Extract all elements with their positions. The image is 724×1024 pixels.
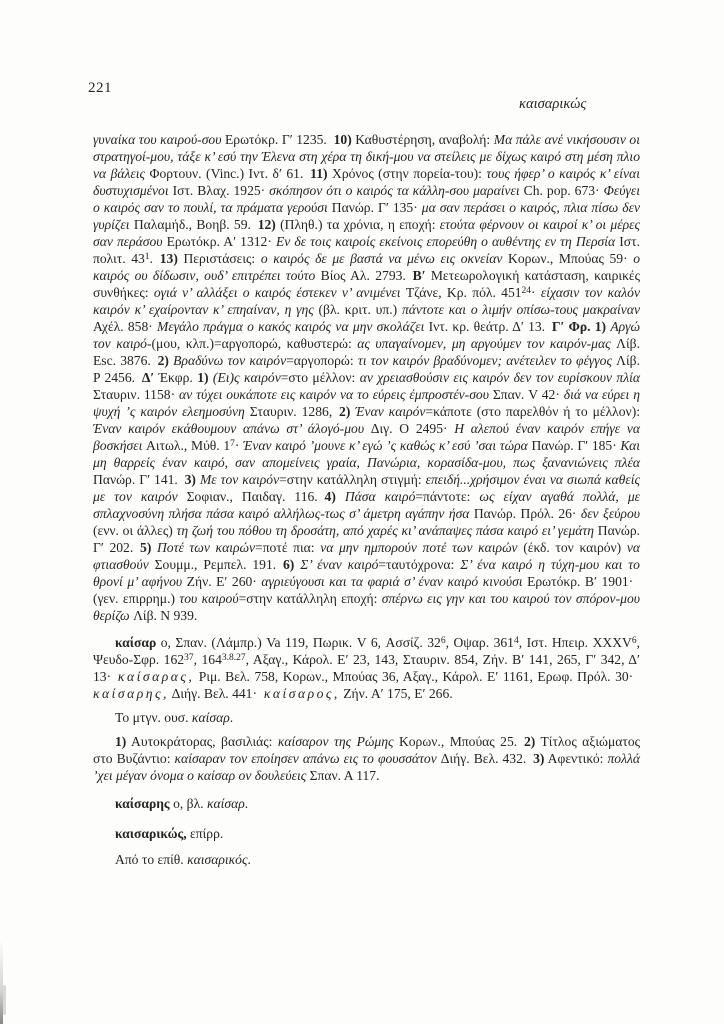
text-run: Έναν καιρό ’μουνε κ’ εγώ ’ς καθώς κ’ εσύ ’σαι τώρα (243, 438, 532, 453)
kaisarikos-etymology (93, 851, 640, 868)
text-run: Γ′ Φρ. 1) (551, 319, 607, 334)
text-run: , Ιστ. Ηπειρ. XXXV (518, 635, 632, 650)
text-run: (Ει)ς καιρόν (212, 370, 281, 385)
text-run: =ταυτόχρονα: (378, 557, 461, 572)
text-run: Έναν καιρόν (355, 404, 426, 419)
text-run: καίσαραν τον εποίησεν απάνω εις το φουσσάτον (174, 751, 441, 766)
text-run: πάντοτε και ο λιμήν οπίσω-τους μακραίναν (401, 302, 640, 317)
text-run: να φτιασθούν (93, 540, 640, 572)
text-run: Ποτέ των καιρών (156, 540, 256, 555)
text-run: . (247, 852, 251, 867)
text-run: Μετεωρολογική κατάσταση, καιρικές συνθήκες: (93, 268, 641, 300)
text-run: Ιστ. πολιτ. 43 (93, 234, 640, 266)
text-run: ογιά ν’ αλλάξει ο καιρός έστεκεν ν’ ανιμένει (153, 285, 406, 300)
text-run: 2) (523, 734, 536, 749)
text-run: 13) (159, 251, 178, 266)
text-run: Πανώρ. Πρόλ. 26· (473, 506, 581, 521)
text-run: 3) (184, 472, 196, 487)
text-run: αν τύχει ουκάποτε εις καιρόν να το εύρεις έμπροστέν-σου (179, 387, 493, 402)
text-run: Πάσα καιρό (344, 489, 416, 504)
text-run: 7 (230, 439, 235, 449)
text-run: σπέρνω εις γην και του καιρού τον σπόρον-μου θερίζω (93, 591, 640, 623)
text-run: 4) (324, 489, 336, 504)
text-run: 5) (140, 540, 152, 555)
text-run: Πανώρ. Γ′ 135· (331, 200, 422, 215)
text-run: Πανώρ. Γ′ 141. (93, 472, 185, 487)
text-run: καίσαρος, (263, 686, 340, 701)
text-run: 11) (310, 166, 328, 181)
scan-artifact (3, 985, 6, 1015)
text-run: Σοφιαν., Παιδαγ. 116. (186, 489, 325, 504)
text-run: Λίβ. N 939. (133, 608, 198, 623)
text-run: , Αξαγ., Κάρολ. Ε′ 23, 143, Σταυριν. 854, Ζήν. Β′ 141, 265, Γ′ 342, Δ′ 13· (93, 652, 640, 684)
text-run: επίρρ. (186, 826, 224, 841)
text-run: Από το επίθ. (115, 852, 188, 867)
text-run: =αργοπορώ: (286, 353, 358, 368)
text-run: Λίβ. Esc. 3876. (93, 336, 641, 368)
text-run: (μου, κλπ.)=αργοπορώ, καθυστερώ: (151, 336, 358, 351)
text-run: Καθυστέρηση, αναβολή: (351, 132, 494, 147)
entry-kaisar (93, 634, 640, 702)
text-run: · (234, 438, 244, 453)
text-run (336, 489, 345, 504)
text-run: Ερωτόκρ. Α′ 1312· (166, 234, 276, 249)
text-run: =στο μέλλον: (280, 370, 360, 385)
text-run: καίσαρης, (93, 686, 169, 701)
text-run: επειδή...χρήσιμον έναι να σιωπά καθείς με τον καιρόν (93, 472, 640, 504)
text-run: διά να εύρει η ψυχή ’ς καιρόν ελεημοσύνη (93, 387, 640, 419)
text-run: καίσαρης (115, 796, 170, 811)
text-run: Σπαν. Α 117. (309, 768, 380, 783)
text-run: να μην ημπορούν ποτέ των καιρών (320, 540, 524, 555)
text-run: Ch. pop. 673· (523, 183, 604, 198)
text-run: Η αλεπού έναν καιρόν επήγε να βοσκήσει (93, 421, 640, 453)
text-run: αν χρειασθούσιν εις καιρόν δεν τον ευρίσκουν πλία (359, 370, 641, 385)
text-run: τη ζωή του πόθου τη δροσάτη, από χαρές κι’ ανάπαψες πάσα καιρό ει’ γεμάτη (176, 523, 598, 538)
text-run: ο, Σπαν. (Λάμπρ.) Va 119, Πωρικ. V 6, Ασσίζ. 32 (156, 635, 441, 650)
text-run: ο καιρός δε με βαστά να μένω εις οκνείαν (260, 251, 509, 266)
text-run: 1) (197, 370, 209, 385)
text-run: Σπαν. V 42· (492, 387, 564, 402)
text-run: Λίβ. P 2456. (93, 353, 640, 385)
text-run: 1) (115, 734, 127, 749)
dictionary-text-block (93, 131, 640, 868)
text-run: Τίτλος αξιώματος στο Βυζάντιο: (93, 734, 641, 766)
text-run: ως είχαν αγαθά πολλά, με σπλαχνοσύνη πλήσα πάσα καιρό αλλήλως-τως σ’ άμετρη αγάπην ήσα (93, 489, 640, 521)
text-run: Αυτοκράτορας, βασιλιάς: (126, 734, 278, 749)
text-run: 3.8.27 (221, 653, 246, 663)
text-run: δεν ξεύρου (580, 506, 640, 521)
text-run: Και μη θαρρείς έναν καιρό, σαν απομείνεις γραία, Πανώρια, κορασίδα-μου, πως ξανανιώνεις πλέα (93, 438, 640, 470)
text-run: Μεγάλο πράγμα ο κακός καιρός να μην σκολάζει (157, 319, 429, 334)
text-run: τους ήφερ’ ο καιρός κ’ είναι δυστυχισμένοι (93, 166, 640, 198)
text-run: (Πληθ.) τα χρόνια, η εποχή: (275, 217, 440, 232)
text-run: · (531, 285, 541, 300)
text-run: πολλά ’χει μέγαν όνομα ο καίσαρ ον δουλεύεις (93, 751, 640, 783)
text-run: Διήγ. Βελ. 441· (168, 686, 264, 701)
text-run: =στην κατάλληλη στιγμή: (279, 472, 426, 487)
text-run: Με τον καιρόν (199, 472, 280, 487)
text-run: Περιστάσεις: (177, 251, 261, 266)
text-run: γυναίκα του καιρού-σου (93, 132, 225, 147)
text-run: Σταυριν. 1286, (249, 404, 340, 419)
text-run: 10) (333, 132, 352, 147)
text-run: Εν δε τοις καιροίς εκείνοις επορεύθη ο αυθέντης εν τη Περσία (275, 234, 620, 249)
text-run: Βραδύνω τον καιρόν (173, 353, 287, 368)
text-run: (βλ. κριτ. υπ.) (318, 302, 402, 317)
text-run: Μα πάλε ανέ νικήσουσιν οι στρατηγοί-μου, τάξε κ’ εσύ την Έλενα στη χέρα τη δική-μου να στείλεις με δίχως καιρό στη μέση πλιο να βάλεις (93, 132, 640, 181)
entry-kaisaris (93, 795, 640, 812)
text-run: Αχέλ. 858· (93, 319, 158, 334)
text-run: Σουμμ., Ρεμπελ. 191. (154, 557, 283, 572)
page-number: 221 (88, 80, 112, 96)
text-run: καίσαρ (206, 796, 245, 811)
text-run: 3) (533, 751, 545, 766)
text-run: Ζήν. Α′ 175, Ε′ 266. (339, 686, 453, 701)
text-run: καισαρικώς, (115, 826, 187, 841)
text-run: Κορων., Μπούας 25. (398, 734, 524, 749)
text-run: Έκφρ. (154, 370, 198, 385)
text-run: Δ′ (141, 370, 155, 385)
text-run: Πανώρ. Γ′ 202. (93, 523, 640, 555)
text-run: 6) (282, 557, 295, 572)
text-run: (ενν. οι άλλες) (93, 523, 177, 538)
text-run: Φορτουν. (Vinc.) Ιντ. δ′ 61. (149, 166, 311, 181)
text-run: σκόπησον ότι ο καιρός τα κάλλη-σου μαραίνει (269, 183, 524, 198)
text-run: Διήγ. Βελ. 432. (440, 751, 534, 766)
text-run: 2) (339, 404, 351, 419)
entry-kaisarikos-adverb (93, 825, 640, 842)
text-run: =ποτέ πια: (255, 540, 321, 555)
text-run: Ριμ. Βελ. 758, Κορων., Μπούας 36, Αξαγ., Κάρολ. Ε′ 1161, Ερωφ. Πρόλ. 30· (194, 669, 640, 684)
running-head: καισαρικώς (519, 96, 587, 112)
text-run: Β′ (412, 268, 426, 283)
text-run: Ιστ. Βλαχ. 1925· (172, 183, 270, 198)
text-run: Ερωτόκρ. Β′ 1901· (γεν. επιρρημ.) (93, 574, 640, 606)
kaisar-etymology (93, 709, 640, 726)
text-run: 2) (157, 353, 169, 368)
text-run: Κορων., Μπούας 59· (508, 251, 634, 266)
text-run: Ερωτόκρ. Γ′ 1235. (225, 132, 334, 147)
text-run: Ιντ. κρ. θεάτρ. Δ′ 13. (428, 319, 552, 334)
text-run: Φεύγει ο καιρός σαν το πουλί, τα πράματα γερούσι (93, 183, 640, 215)
text-run: καίσαρ (115, 635, 157, 650)
text-run: Αιτωλ., Μύθ. 1 (146, 438, 231, 453)
text-run: =στην κατάλληλη εποχή: (238, 591, 382, 606)
text-run: του καιρού (179, 591, 239, 606)
text-run: 37 (184, 653, 194, 663)
text-run: Αφεντικό: (544, 751, 608, 766)
text-run: Παλαμήδ., Βοηβ. 59. (133, 217, 258, 232)
text-run: Ζήν. Ε′ 260· (186, 574, 262, 589)
text-run: ο, βλ. (169, 796, 207, 811)
text-run: 6 (440, 636, 446, 646)
text-run: 24 (521, 286, 532, 296)
text-run: αγριεύγουσι και τα φαριά σ’ έναν καιρό κινούσι (261, 574, 528, 589)
text-run: Αργώ τον καιρό- (93, 319, 640, 351)
text-run: Σταυριν. 1158· (93, 387, 180, 402)
text-run: καίσαρ (191, 710, 230, 725)
text-run: καίσαρον της Ρώμης (277, 734, 399, 749)
text-run: (έκδ. τον καιρόν) (523, 540, 627, 555)
text-run: . (229, 710, 234, 725)
text-run: Τζάνε, Κρ. πόλ. 451 (405, 285, 522, 300)
text-run: , Οψαρ. 361 (445, 635, 514, 650)
text-run: 4 (513, 636, 519, 646)
text-run: , 164 (193, 652, 222, 667)
text-run: Το μτγν. ουσ. (115, 710, 192, 725)
text-run: είχασιν τον καλόν καιρόν κ’ εχαίρονταν κ’ επηαίναν, η γης (93, 285, 640, 317)
text-run: . (244, 796, 249, 811)
text-run: . (149, 251, 160, 266)
text-run: ετούτα φέρνουν οι καιροί κ’ οι μέρες σαν περάσου (93, 217, 641, 249)
text-run: 1 (144, 252, 150, 262)
text-run: =πάντοτε: (415, 489, 480, 504)
kaisar-senses (93, 733, 640, 784)
text-run: μα σαν περάσει ο καιρός, πλια πίσω δεν γυρίζει (93, 200, 640, 232)
text-run: τι τον καιρόν βραδύνομεν; ανέτειλεν το φέγγος (357, 353, 617, 368)
text-run: , Ψευδο-Σφρ. 162 (93, 635, 640, 667)
text-run: Σ’ έναν καιρό (300, 557, 379, 572)
text-run: καίσαρας, (117, 669, 195, 684)
text-run: Χρόνος (στην πορεία-του): (327, 166, 487, 181)
text-run: 6 (631, 636, 637, 646)
text-run: Πανώρ. Γ′ 185· (531, 438, 621, 453)
text-run: ας υπαγαίνομεν, μη αργούμεν τον καιρόν-μας (357, 336, 617, 351)
text-run: ο καιρός ου δίδωσιν, ουδ’ επιτρέπει τούτο (93, 251, 640, 283)
text-run: Βίος Αλ. 2793. (320, 268, 413, 283)
scan-artifact (0, 940, 3, 1024)
text-run: Διγ. Ο 2495· (370, 421, 455, 436)
text-run: 12) (257, 217, 276, 232)
text-run: καισαρικός (187, 852, 248, 867)
kairos-entry-continuation (93, 131, 640, 624)
text-run: Σ’ ένα καιρό η τύχη-μου και το θρονί μ’ αφήνου (93, 557, 640, 589)
text-run: =κάποτε (στο παρελθόν ή το μέλλον): (425, 404, 640, 419)
text-run: Έναν καιρόν εκάθουμουν απάνω στ’ άλογό-μου (93, 421, 371, 436)
